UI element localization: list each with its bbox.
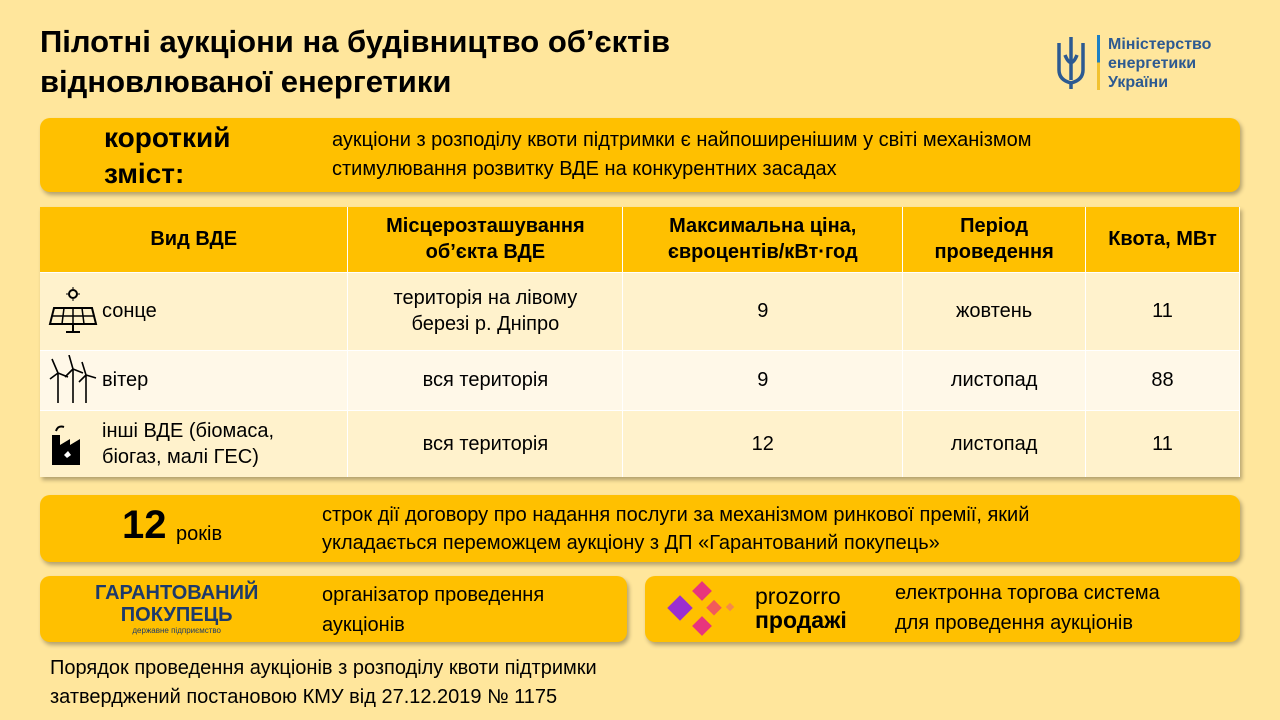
header-period: Період проведення xyxy=(903,207,1086,272)
table-row: вітер вся територія 9 листопад 88 xyxy=(40,350,1240,410)
ministry-name: України xyxy=(1108,74,1169,91)
table-row: інші ВДЕ (біомаса, біогаз, малі ГЕС) вся територія 12 листопад 11 xyxy=(40,410,1240,477)
table-row: сонце територія на лівому березі р. Дніпро 9 жовтень 11 xyxy=(40,272,1240,350)
table-header xyxy=(40,207,1240,272)
summary-text: аукціони з розподілу квоти підтримки є найпоширенішим у світі механізмом стимулювання розвитку ВДЕ на конкурентних засадах xyxy=(332,129,1032,180)
header-type: Вид ВДЕ xyxy=(40,207,348,272)
ministry-name: Міністерство xyxy=(1108,36,1212,53)
ministry-logo xyxy=(1055,35,1211,92)
header-quota: Квота, МВт xyxy=(1086,207,1240,272)
header-price: Максимальна ціна, євроцентів/кВт·год xyxy=(623,207,903,272)
organizer-box xyxy=(40,576,627,642)
auction-table xyxy=(40,207,1240,477)
term-text: строк дії договору про надання послуги за механізмом ринкової премії, який укладається переможцем аукціону з ДП «Гарантований покупець» xyxy=(322,504,1030,554)
ministry-name: енергетики xyxy=(1108,55,1197,72)
header-location: Місцерозташування об’єкта ВДЕ xyxy=(348,207,623,272)
term-number: 12 xyxy=(122,503,167,547)
trident-icon xyxy=(1055,35,1087,90)
prozorro-logo-icon xyxy=(665,581,745,637)
organizer-text: організатор проведення аукціонів xyxy=(322,584,545,636)
wind-turbine-icon xyxy=(48,355,98,405)
factory-icon xyxy=(48,419,98,469)
summary-box xyxy=(40,118,1240,192)
page-title: Пілотні аукціони на будівництво об’єктів відновлюваної енергетики xyxy=(40,24,671,99)
contract-term-box xyxy=(40,495,1240,562)
flag-bar xyxy=(1097,35,1100,90)
summary-label: короткий зміст: xyxy=(104,122,231,189)
platform-box xyxy=(645,576,1240,642)
guaranteed-buyer-logo: ГАРАНТОВАНИЙ ПОКУПЕЦЬ державне підприємство xyxy=(95,582,259,635)
footer-note: Порядок проведення аукціонів з розподілу квоти підтримки затверджений постановою КМУ від 27.12.2019 № 1175 xyxy=(50,657,597,708)
term-unit: років xyxy=(176,523,223,545)
prozorro-logo-text: prozorro продажі xyxy=(755,583,847,633)
platform-text: електронна торгова система для проведення аукціонів xyxy=(895,582,1160,634)
solar-panel-icon xyxy=(48,286,98,336)
